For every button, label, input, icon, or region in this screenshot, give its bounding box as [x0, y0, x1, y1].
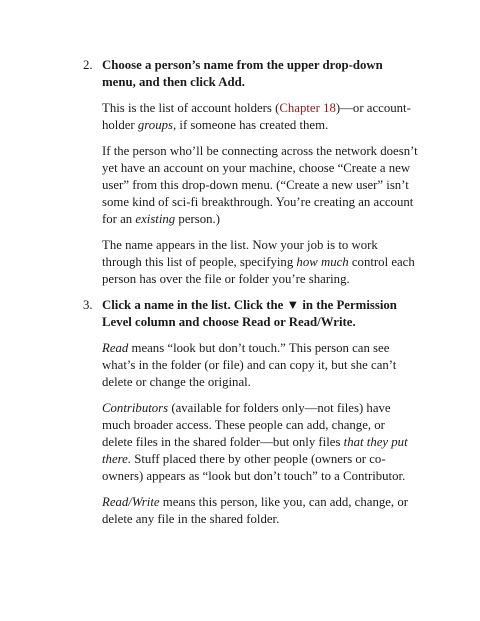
text-run: The name appears in the list. Now your job is to work through this list of people, specifying	[102, 238, 378, 269]
text-run: if someone has created them.	[176, 118, 329, 132]
text-run: Stuff placed there by other people (owners or co-owners) appears as “look but don’t touch” to a Contributor.	[102, 452, 406, 483]
step-paragraph	[102, 400, 418, 485]
steps-list	[83, 57, 418, 528]
step-paragraph	[102, 237, 418, 288]
emphasis: how much	[296, 255, 349, 269]
step-2	[83, 57, 418, 288]
emphasis: that they put there.	[102, 435, 408, 466]
chapter-link[interactable]: Chapter 18	[279, 101, 336, 115]
text-run: )—or account-holder	[102, 101, 411, 132]
text-run: If the person who’ll be connecting across the network doesn’t yet have an account on your machine, choose “Create a new user” from this drop-down menu. (“Create a new user” isn’t some kind of sci-fi breakthrough. You’re creating an account for an	[102, 144, 418, 226]
step-heading: Choose a person’s name from the upper drop-down menu, and then click Add.	[102, 58, 383, 89]
step-paragraph	[102, 494, 418, 528]
step-paragraph	[102, 143, 418, 228]
step-paragraph	[102, 100, 418, 134]
step-paragraph	[102, 340, 418, 391]
text-run: control each person has over the file or folder you’re sharing.	[102, 255, 415, 286]
text-run: This is the list of account holders (	[102, 101, 280, 115]
emphasis: groups,	[137, 118, 177, 132]
emphasis: existing	[135, 212, 176, 226]
text-run: means “look but don’t touch.” This person can see what’s in the folder (or file) and can copy it, but she can’t delete or change the original.	[102, 341, 397, 389]
emphasis: Read/Write	[102, 495, 160, 509]
text-run: person.)	[175, 212, 220, 226]
step-3	[83, 297, 418, 528]
step-number: 2.	[83, 58, 93, 72]
emphasis: Read	[102, 341, 129, 355]
text-run: means this person, like you, can add, change, or delete any file in the shared folder.	[102, 495, 408, 526]
text-run: (available for folders only—not files) have much broader access. These people can add, change, or delete files in the shared folder—but only files	[102, 401, 391, 449]
emphasis: Contributors	[102, 401, 169, 415]
step-heading: Click a name in the list. Click the ▼ in the Permission Level column and choose Read or Read/Write.	[102, 298, 397, 329]
step-number: 3.	[83, 298, 93, 312]
